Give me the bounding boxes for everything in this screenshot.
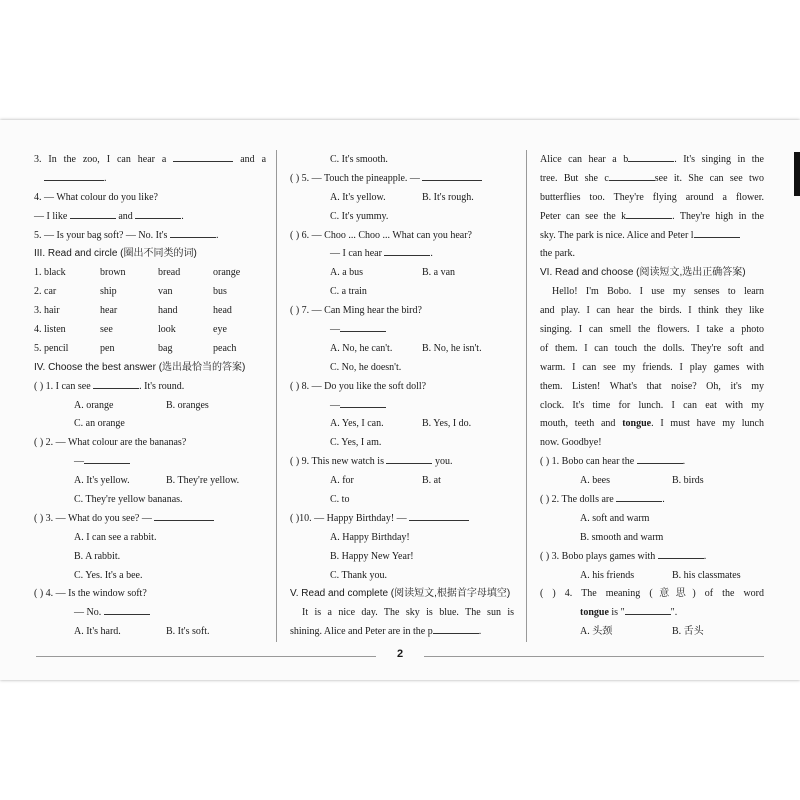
passage-line: shining. Alice and Peter are in the p . [290,623,514,642]
answer-blank[interactable] [384,245,430,256]
column-left [34,151,266,642]
circle-row [34,264,266,283]
circle-word[interactable]: 2. car [34,286,57,298]
answer-blank[interactable] [409,510,469,521]
circle-word[interactable]: 5. pencil [34,342,69,354]
question-line: ( ) 2. The dolls are . [540,491,764,510]
options-line: A. It's hard. B. It's soft. [74,626,210,638]
question-line: ( ) 3. Bobo plays games with . [540,548,764,567]
options-line: A. bees B. birds [580,475,704,487]
circle-row [34,321,266,340]
page-edge-tab [794,152,800,196]
answer-blank[interactable] [422,170,482,181]
question-line: ( ) 1. Bobo can hear the . [540,453,764,472]
circle-word[interactable]: bag [158,342,173,354]
option: B. A rabbit. [74,550,121,562]
answer-blank[interactable] [70,208,116,219]
answer-blank[interactable] [658,548,704,559]
circle-word[interactable]: 1. black [34,267,66,279]
circle-grid [34,264,266,358]
question-line: — [290,397,514,416]
answer-blank[interactable] [135,208,181,219]
question-line: — I like and . [34,208,266,227]
option: C. Thank you. [330,569,388,581]
passage-line: clock. It's time for lunch. I can eat with my [540,399,764,411]
keyword-tongue: tongue [622,418,652,430]
answer-blank[interactable] [625,604,671,615]
question-line: ( ) 5. — Touch the pineapple. — [290,170,514,189]
option: C. It's yummy. [330,210,389,222]
question-line: ( )10. — Happy Birthday! — [290,510,514,529]
option: C. to [330,494,350,506]
section-heading: III. Read and circle (圈出不同类的词) [34,248,197,260]
circle-word[interactable]: 3. hair [34,305,60,317]
answer-blank[interactable] [609,170,655,181]
answer-blank[interactable] [637,453,683,464]
passage-line: mouth, teeth and tongue. I must have my lunch [540,418,764,430]
answer-blank[interactable] [616,491,662,502]
options-line: A. Yes, I can. B. Yes, I do. [330,418,472,430]
question-line: ( ) 6. — Choo ... Choo ... What can you hear? [290,229,472,241]
question-line: ( ) 4. — Is the window soft? [34,588,147,600]
passage-line: butterflies too. They're flying around a flower. [540,191,764,203]
question-line: ( ) 2. — What colour are the bananas? [34,437,187,449]
circle-row [34,340,266,359]
passage-line: now. Goodbye! [540,437,602,449]
answer-blank[interactable] [340,321,386,332]
passage-line: the park. [540,248,575,260]
circle-word[interactable]: brown [100,267,126,279]
option: C. They're yellow bananas. [74,494,183,506]
answer-blank[interactable] [170,227,216,238]
passage-line: them. Listen! What's that noise? Oh, it's my [540,380,764,392]
circle-word[interactable]: ship [100,286,117,298]
option: C. It's smooth. [330,154,388,165]
question-line: ( ) 9. This new watch is you. [290,453,514,472]
circle-word[interactable]: bus [213,286,227,298]
passage-line: tree. But she c see it. She can see two [540,170,764,189]
passage-line: of them. I can touch the dolls. They're soft and [540,342,764,354]
passage-line: It is a nice day. The sky is blue. The sun is [302,607,514,619]
option: B. Happy New Year! [330,550,414,562]
section-heading: V. Read and complete (阅读短文,根据首字母填空) [290,588,511,600]
answer-blank[interactable] [154,510,214,521]
circle-word[interactable]: eye [213,324,227,336]
answer-blank[interactable] [93,378,139,389]
passage-line: Peter can see the k . They're high in the [540,208,764,227]
question-line: ( ) 7. — Can Ming hear the bird? [290,305,422,317]
passage-line: warm. I can see my friends. I play games with [540,361,764,373]
circle-word[interactable]: 4. listen [34,324,66,336]
option: C. a train [330,286,367,298]
answer-blank[interactable] [173,151,233,162]
question-line: 4. — What colour do you like? [34,191,158,203]
passage-line: Alice can hear a b . It's singing in the [540,151,764,170]
question-line: — No. [34,604,266,623]
answer-blank[interactable] [626,208,672,219]
circle-word[interactable]: look [158,324,176,336]
column-divider [526,150,527,642]
answer-blank[interactable] [44,170,104,181]
circle-word[interactable]: see [100,324,113,336]
circle-word[interactable]: van [158,286,173,298]
option: C. No, he doesn't. [330,361,402,373]
circle-word[interactable]: bread [158,267,181,279]
section-heading: VI. Read and choose (阅读短文,选出正确答案) [540,267,746,279]
circle-word[interactable]: pen [100,342,115,354]
answer-blank[interactable] [340,397,386,408]
circle-row [34,302,266,321]
question-line: . [34,170,266,189]
circle-word[interactable]: hear [100,305,118,317]
options-line: A. 头颈 B. 舌头 [580,626,704,638]
option: A. soft and warm [580,512,650,524]
option: A. Happy Birthday! [330,531,410,543]
answer-blank[interactable] [628,151,674,162]
options-line: A. It's yellow. B. They're yellow. [74,475,240,487]
option: C. Yes, I am. [330,437,382,449]
passage-line: sky. The park is nice. Alice and Peter l [540,227,764,246]
answer-blank[interactable] [104,604,150,615]
circle-word[interactable]: peach [213,342,237,354]
question-line: — I can hear . [290,245,514,264]
question-line: ( ) 3. — What do you see? — [34,510,266,529]
page-number: 2 [396,648,404,660]
option: C. an orange [74,418,125,430]
question-line: ( ) 4. The meaning (意思) of the word [540,588,764,600]
options-line: A. his friends B. his classmates [580,569,741,581]
question-line: tongue is " ". [540,604,764,623]
column-middle [290,151,514,642]
options-line: A. a bus B. a van [330,267,456,279]
options-line: A. No, he can't. B. No, he isn't. [330,342,482,354]
passage-line: and play. I can hear the birds. I think they like [540,305,764,317]
options-line: A. for B. at [330,475,441,487]
options-line: A. orange B. oranges [74,399,209,411]
answer-blank[interactable] [694,227,740,238]
question-line: ( ) 1. I can see . It's round. [34,378,266,397]
question-line: — [290,321,514,340]
answer-blank[interactable] [433,623,479,634]
option: A. I can see a rabbit. [74,531,157,543]
circle-row [34,283,266,302]
answer-blank[interactable] [84,453,130,464]
answer-blank[interactable] [386,453,432,464]
question-line: ( ) 8. — Do you like the soft doll? [290,380,427,392]
circle-word[interactable]: hand [158,305,178,317]
keyword-tongue: tongue [580,607,609,619]
circle-word[interactable]: orange [213,267,241,279]
question-line: 3. In the zoo, I can hear a and a [34,151,266,170]
column-right [540,151,764,642]
circle-word[interactable]: head [213,305,232,317]
option: B. smooth and warm [580,531,664,543]
question-line: — [34,453,266,472]
options-line: A. It's yellow. B. It's rough. [330,191,474,203]
column-divider [276,150,277,642]
option: C. Yes. It's a bee. [74,569,143,581]
question-line: 5. — Is your bag soft? — No. It's . [34,227,266,246]
passage-line: singing. I can smell the flowers. I take a photo [540,324,764,336]
passage-line: Hello! I'm Bobo. I use my senses to learn [552,286,764,298]
section-heading: IV. Choose the best answer (选出最恰当的答案) [34,361,246,373]
